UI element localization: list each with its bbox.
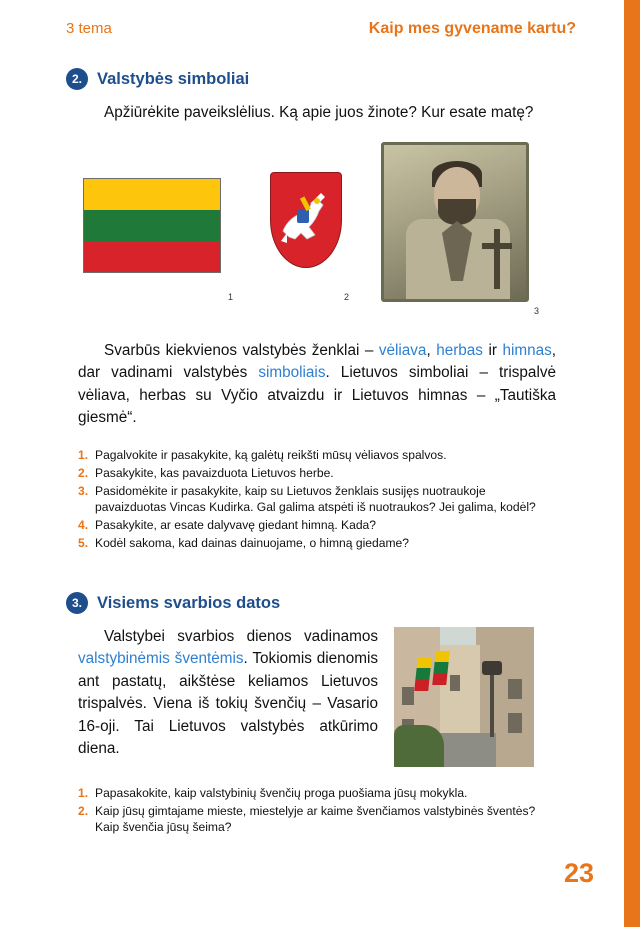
section-2-intro-text: Apžiūrėkite paveikslėlius. Ką apie juos žinote? Kur esate matę? bbox=[104, 104, 534, 121]
theme-label: 3 tema bbox=[66, 20, 112, 37]
section-title: Valstybės simboliai bbox=[97, 69, 250, 88]
list-item bbox=[78, 484, 558, 516]
para-part-1: Svarbūs kiekvienos valstybės ženklai – bbox=[104, 342, 379, 359]
street-with-flags-photo bbox=[394, 627, 534, 767]
question-text: Kodėl sakoma, kad dainas dainuojame, o himną giedame? bbox=[95, 535, 409, 550]
section-3-paragraph bbox=[78, 626, 378, 761]
para-part-2: , bbox=[426, 342, 437, 359]
section-heading-2 bbox=[66, 68, 249, 90]
section-heading-3 bbox=[66, 592, 280, 614]
lithuanian-coat-of-arms bbox=[270, 172, 342, 268]
page-edge-bar bbox=[624, 0, 640, 927]
term-valstybinemis-sventemis: valstybinėmis šventėmis bbox=[78, 650, 244, 668]
page-title: Kaip mes gyvename kartu? bbox=[368, 20, 576, 37]
para-part-1: Valstybei svarbios dienos vadinamos bbox=[104, 628, 378, 645]
page-number: 23 bbox=[563, 858, 594, 888]
question-number: 1. bbox=[78, 448, 89, 462]
term-himnas: himnas bbox=[502, 342, 552, 359]
question-text: Pasidomėkite ir pasakykite, kaip su Lietuvos ženklais susijęs nuotraukoje pavaizduotas Vincas Kudirka. Gal galima atspėti iš nuotraukos? Jei galima, kodėl? bbox=[95, 483, 536, 514]
list-item bbox=[78, 804, 558, 836]
list-item bbox=[78, 518, 558, 534]
question-number: 2. bbox=[78, 803, 89, 818]
section-title: Visiems svarbios datos bbox=[97, 593, 281, 612]
page-header bbox=[66, 20, 576, 38]
figure-caption-1: 1 bbox=[228, 292, 234, 302]
term-simboliais: simboliais bbox=[258, 364, 326, 382]
section-3-question-list bbox=[78, 786, 558, 838]
term-veliava: vėliava bbox=[378, 342, 427, 359]
question-number: 2. bbox=[78, 465, 89, 480]
para-part-2: . Tokiomis dienomis ant pastatų, aikštėse keliamos Lietuvos trispalvės. Viena iš tokių švenčių – Vasario 16-oji. Tai Lietuvos valstybės atkūrimo diena. bbox=[78, 650, 378, 758]
para-part-3: ir bbox=[482, 342, 503, 359]
vincas-kudirka-portrait bbox=[381, 142, 529, 302]
question-text: Papasakokite, kaip valstybinių švenčių proga puošiama jūsų mokykla. bbox=[95, 786, 468, 800]
question-number: 3. bbox=[78, 483, 89, 498]
term-herbas: herbas bbox=[436, 342, 483, 359]
section-number-badge: 2. bbox=[66, 68, 88, 90]
list-item bbox=[78, 466, 558, 482]
para-part-5: . Lietuvos simboliai – trispalvė vėliava, herbas su Vyčio atvaizdu ir Lietuvos himnas – „Tautiška giesmė“. bbox=[78, 364, 556, 427]
vytis-knight-icon bbox=[277, 187, 337, 249]
section-number-badge: 3. bbox=[66, 592, 88, 614]
question-number: 5. bbox=[78, 535, 89, 550]
section-2-intro bbox=[78, 102, 554, 124]
section-2-paragraph bbox=[78, 340, 556, 430]
lithuanian-flag bbox=[83, 178, 221, 273]
question-text: Pagalvokite ir pasakykite, ką galėtų reikšti mūsų vėliavos spalvos. bbox=[95, 448, 447, 462]
section-2-question-list bbox=[78, 448, 558, 554]
figure-caption-2: 2 bbox=[344, 292, 350, 302]
list-item bbox=[78, 786, 558, 802]
question-text: Pasakykite, ar esate dalyvavę giedant himną. Kada? bbox=[95, 517, 377, 532]
question-number: 4. bbox=[78, 517, 89, 532]
para-part-4: , dar vadinami valstybės bbox=[78, 342, 556, 382]
list-item bbox=[78, 536, 558, 552]
question-number: 1. bbox=[78, 786, 89, 800]
list-item bbox=[78, 448, 558, 464]
figure-caption-3: 3 bbox=[534, 306, 540, 316]
question-text: Kaip jūsų gimtajame mieste, miestelyje ar kaime švenčiamos valstybinės šventės? Kaip švenčia jūsų šeima? bbox=[95, 803, 536, 834]
question-text: Pasakykite, kas pavaizduota Lietuvos herbe. bbox=[95, 465, 334, 480]
